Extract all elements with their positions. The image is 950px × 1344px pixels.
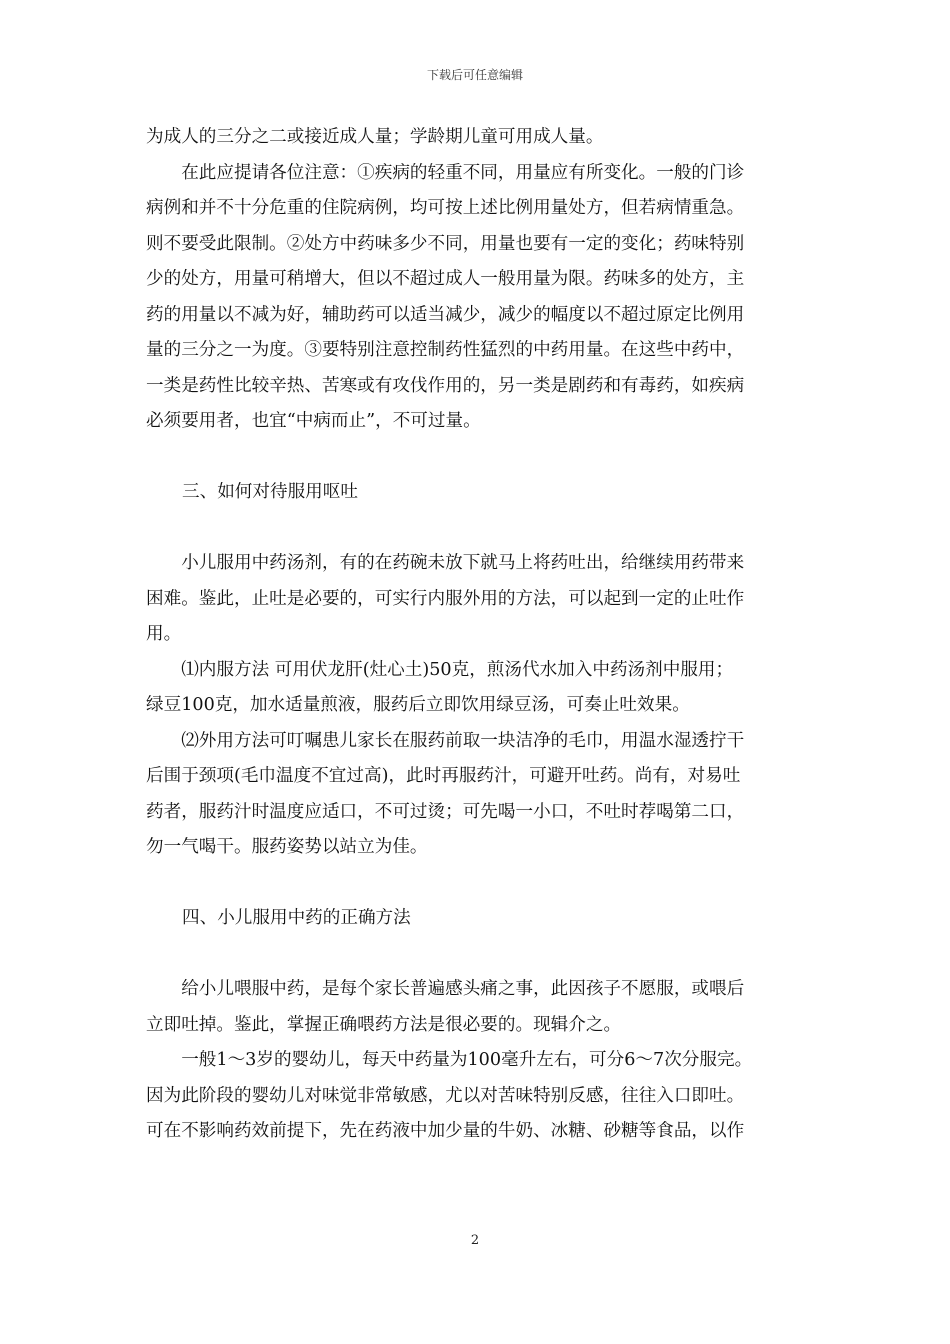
text-line: 绿豆100克，加水适量煎液，服药后立即饮用绿豆汤，可奏止吐效果。 xyxy=(146,695,690,715)
text-line: 用。 xyxy=(146,624,182,644)
text-line: 困难。鉴此，止吐是必要的，可实行内服外用的方法，可以起到一定的止吐作 xyxy=(146,588,745,609)
text-line: 勿一气喝干。服药姿势以站立为佳。 xyxy=(146,837,428,857)
text-line: 少的处方，用量可稍增大，但以不超过成人一般用量为限。药味多的处方，主 xyxy=(146,269,745,289)
section-heading-vomiting: 三、如何对待服用呕吐 xyxy=(182,482,358,502)
section-heading-correct-method: 四、小儿服用中药的正确方法 xyxy=(182,908,411,928)
text-line: 必须要用者，也宜“中病而止”，不可过量。 xyxy=(146,411,481,431)
paragraph-dosage-notes xyxy=(146,156,826,440)
paragraph-feeding-intro xyxy=(146,972,826,1043)
text-line: 一类是药性比较辛热、苦寒或有攻伐作用的，另一类是剧药和有毒药，如疾病 xyxy=(146,375,745,396)
text-line: 病例和并不十分危重的住院病例，均可按上述比例用量处方，但若病情重急。 xyxy=(146,198,745,218)
text-line: 后围于颈项(毛巾温度不宜过高)，此时再服药汁，可避开吐药。尚有，对易吐 xyxy=(146,766,741,786)
text-line: 给小儿喂服中药，是每个家长普遍感头痛之事，此因孩子不愿服，或喂后 xyxy=(146,979,745,999)
paragraph-dosage-intro xyxy=(146,120,826,156)
paragraph-external-method xyxy=(146,724,826,866)
text-line: 立即吐掉。鉴此，掌握正确喂药方法是很必要的。现辑介之。 xyxy=(146,1014,622,1035)
text-line: ⑴内服方法 可用伏龙肝(灶心土)50克，煎汤代水加入中药汤剂中服用； xyxy=(146,659,734,680)
text-line: 药的用量以不减为好，辅助药可以适当减少，减少的幅度以不超过原定比例用 xyxy=(146,304,745,325)
text-line: 为成人的三分之二或接近成人量；学龄期儿童可用成人量。 xyxy=(146,127,604,147)
paragraph-infant-dosage xyxy=(146,1043,826,1150)
text-line: 量的三分之一为度。③要特别注意控制药性猛烈的中药用量。在这些中药中， xyxy=(146,340,745,360)
text-line: ⑵外用方法可叮嘱患儿家长在服药前取一块洁净的毛巾，用温水湿透拧干 xyxy=(146,730,745,751)
page-number: 2 xyxy=(470,1233,480,1248)
text-line: 因为此阶段的婴幼儿对味觉非常敏感，尤以对苦味特别反感，往往入口即吐。 xyxy=(146,1085,745,1106)
text-line: 则不要受此限制。②处方中药味多少不同，用量也要有一定的变化；药味特别 xyxy=(146,233,745,254)
text-line: 在此应提请各位注意：①疾病的轻重不同，用量应有所变化。一般的门诊 xyxy=(146,162,745,183)
text-line: 一般1～3岁的婴幼儿，每天中药量为100毫升左右，可分6～7次分服完。 xyxy=(146,1050,753,1070)
paragraph-vomiting-intro xyxy=(146,546,826,653)
text-line: 可在不影响药效前提下，先在药液中加少量的牛奶、冰糖、砂糖等食品，以作 xyxy=(146,1121,745,1141)
document-body xyxy=(146,120,826,1150)
page-header: 下载后可任意编辑 xyxy=(426,68,523,82)
text-line: 药者，服药汁时温度应适口，不可过烫；可先喝一小口，不吐时荐喝第二口， xyxy=(146,801,745,822)
paragraph-internal-method xyxy=(146,653,826,724)
text-line: 小儿服用中药汤剂，有的在药碗未放下就马上将药吐出，给继续用药带来 xyxy=(146,553,745,573)
